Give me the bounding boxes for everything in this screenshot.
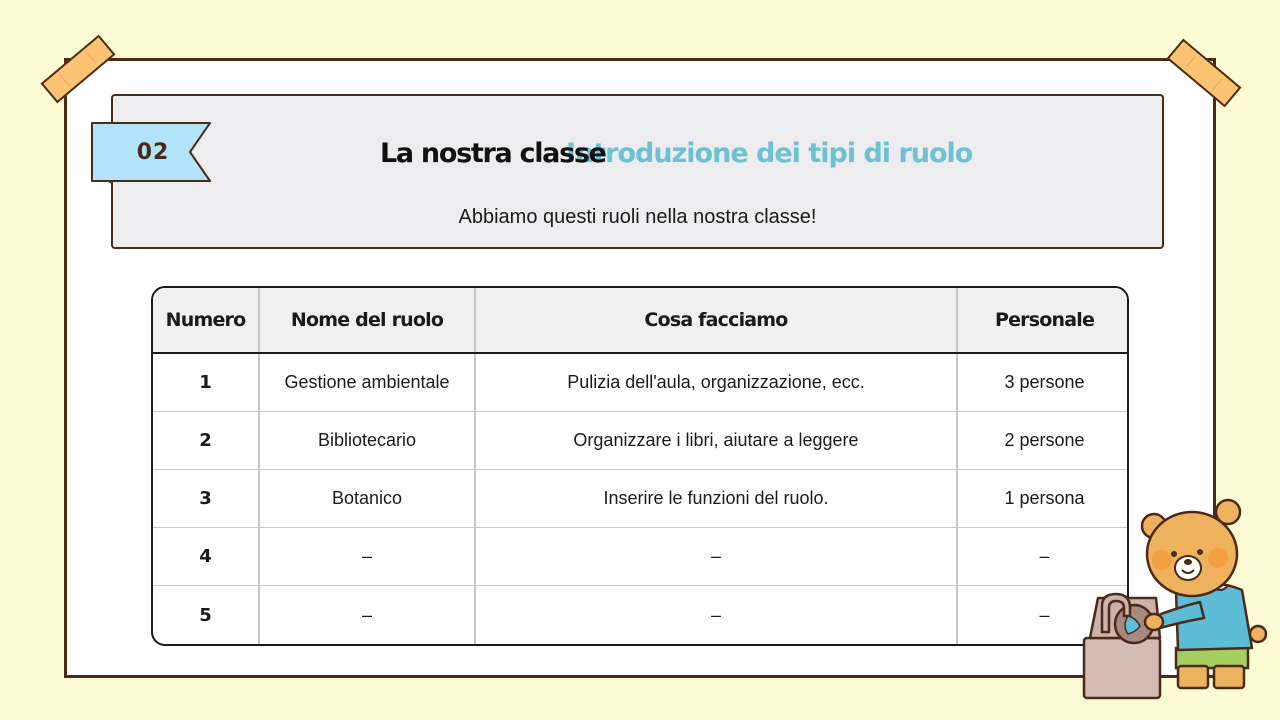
- table-header-row: [153, 288, 1129, 353]
- header-personale: Personale: [957, 288, 1129, 353]
- table-row: [153, 528, 1129, 586]
- table-row: [153, 586, 1129, 644]
- slide-number-ribbon: [90, 121, 212, 183]
- header-nome-ruolo: Nome del ruolo: [259, 288, 475, 353]
- roles-table: [151, 286, 1129, 646]
- table-row: [153, 411, 1129, 469]
- cell-staff: –: [957, 528, 1129, 586]
- header-cosa-facciamo: Cosa facciamo: [475, 288, 957, 353]
- cell-description: Pulizia dell'aula, organizzazione, ecc.: [475, 353, 957, 411]
- cell-staff: 3 persone: [957, 353, 1129, 411]
- cell-number: 5: [153, 586, 259, 644]
- cell-number: 2: [153, 411, 259, 469]
- cell-description: Inserire le funzioni del ruolo.: [475, 469, 957, 527]
- cell-description: –: [475, 586, 957, 644]
- subtitle: Abbiamo questi ruoli nella nostra classe!: [458, 206, 817, 228]
- cell-staff: –: [1039, 604, 1050, 625]
- title-main-text: La nostra classe: [380, 138, 606, 169]
- cell-staff: 1 persona: [957, 469, 1129, 527]
- cell-number: 3: [153, 469, 259, 527]
- cell-role-name: –: [259, 528, 475, 586]
- cell-role-name: Bibliotecario: [259, 411, 475, 469]
- cell-description: –: [475, 528, 957, 586]
- table-row: [153, 469, 1129, 527]
- table-row: [153, 353, 1129, 411]
- bear-washing-hands-icon: [1080, 498, 1270, 703]
- cell-role-name: –: [259, 586, 475, 644]
- cell-role-name: Botanico: [259, 469, 475, 527]
- title-accent-text: Introduzione dei tipi di ruolo: [566, 138, 973, 169]
- cell-description: Organizzare i libri, aiutare a leggere: [475, 411, 957, 469]
- cell-role-name: Gestione ambientale: [259, 353, 475, 411]
- cell-number: 4: [153, 528, 259, 586]
- header-numero: Numero: [153, 288, 259, 353]
- cell-number: 1: [153, 353, 259, 411]
- cell-staff: 2 persone: [957, 411, 1129, 469]
- slide-number: 02: [136, 139, 170, 165]
